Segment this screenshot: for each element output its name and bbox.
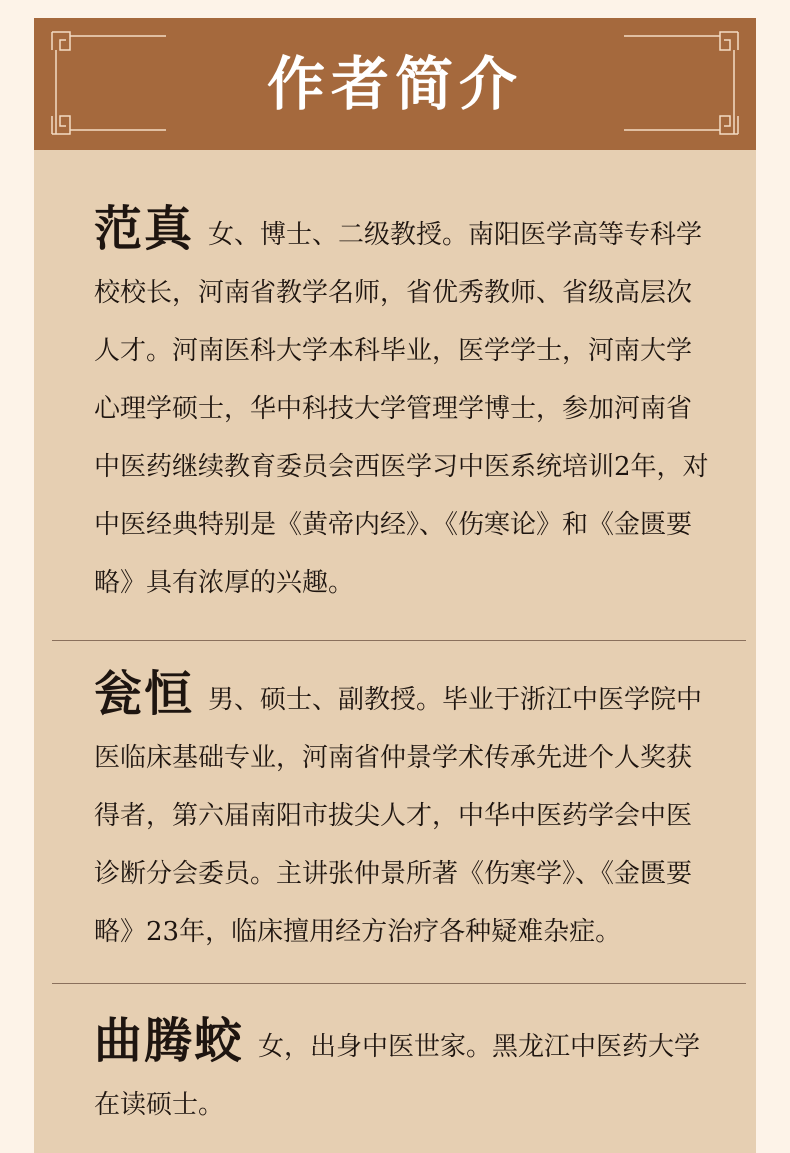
divider (52, 640, 746, 641)
header-banner (34, 18, 756, 150)
divider (52, 983, 746, 984)
author-paragraph (94, 200, 714, 612)
author-name: 曲腾蛟 (94, 1013, 245, 1069)
page-title: 作者简介 (266, 50, 523, 118)
author-paragraph (94, 1012, 714, 1134)
author-name: 范真 (94, 201, 195, 257)
author-bio: 女、博士、二级教授。南阳医学高等专科学校校长，河南省教学名师，省优秀教师、省级高层次人才。河南医科大学本科毕业，医学学士，河南大学心理学硕士，华中科技大学管理学博士，参加河南省中医药继续教育委员会西医学习中医系统培训2年，对中医经典特别是《黄帝内经》、《伤寒论》和《金匮要略》具有浓厚的兴趣。 (94, 220, 709, 598)
author-paragraph (94, 665, 714, 961)
author-entry (94, 1012, 714, 1134)
author-entry (94, 665, 714, 961)
author-bio: 男、硕士、副教授。毕业于浙江中医学院中医临床基础专业，河南省仲景学术传承先进个人奖获得者，第六届南阳市拔尖人才，中华中医药学会中医诊断分会委员。主讲张仲景所著《伤寒学》、《金匮要略》23年，临床擅用经方治疗各种疑难杂症。 (94, 685, 703, 947)
author-bio: 女，出身中医世家。黑龙江中医药大学在读硕士。 (94, 1032, 701, 1120)
author-name: 瓮恒 (94, 666, 195, 722)
author-entry (94, 200, 714, 612)
